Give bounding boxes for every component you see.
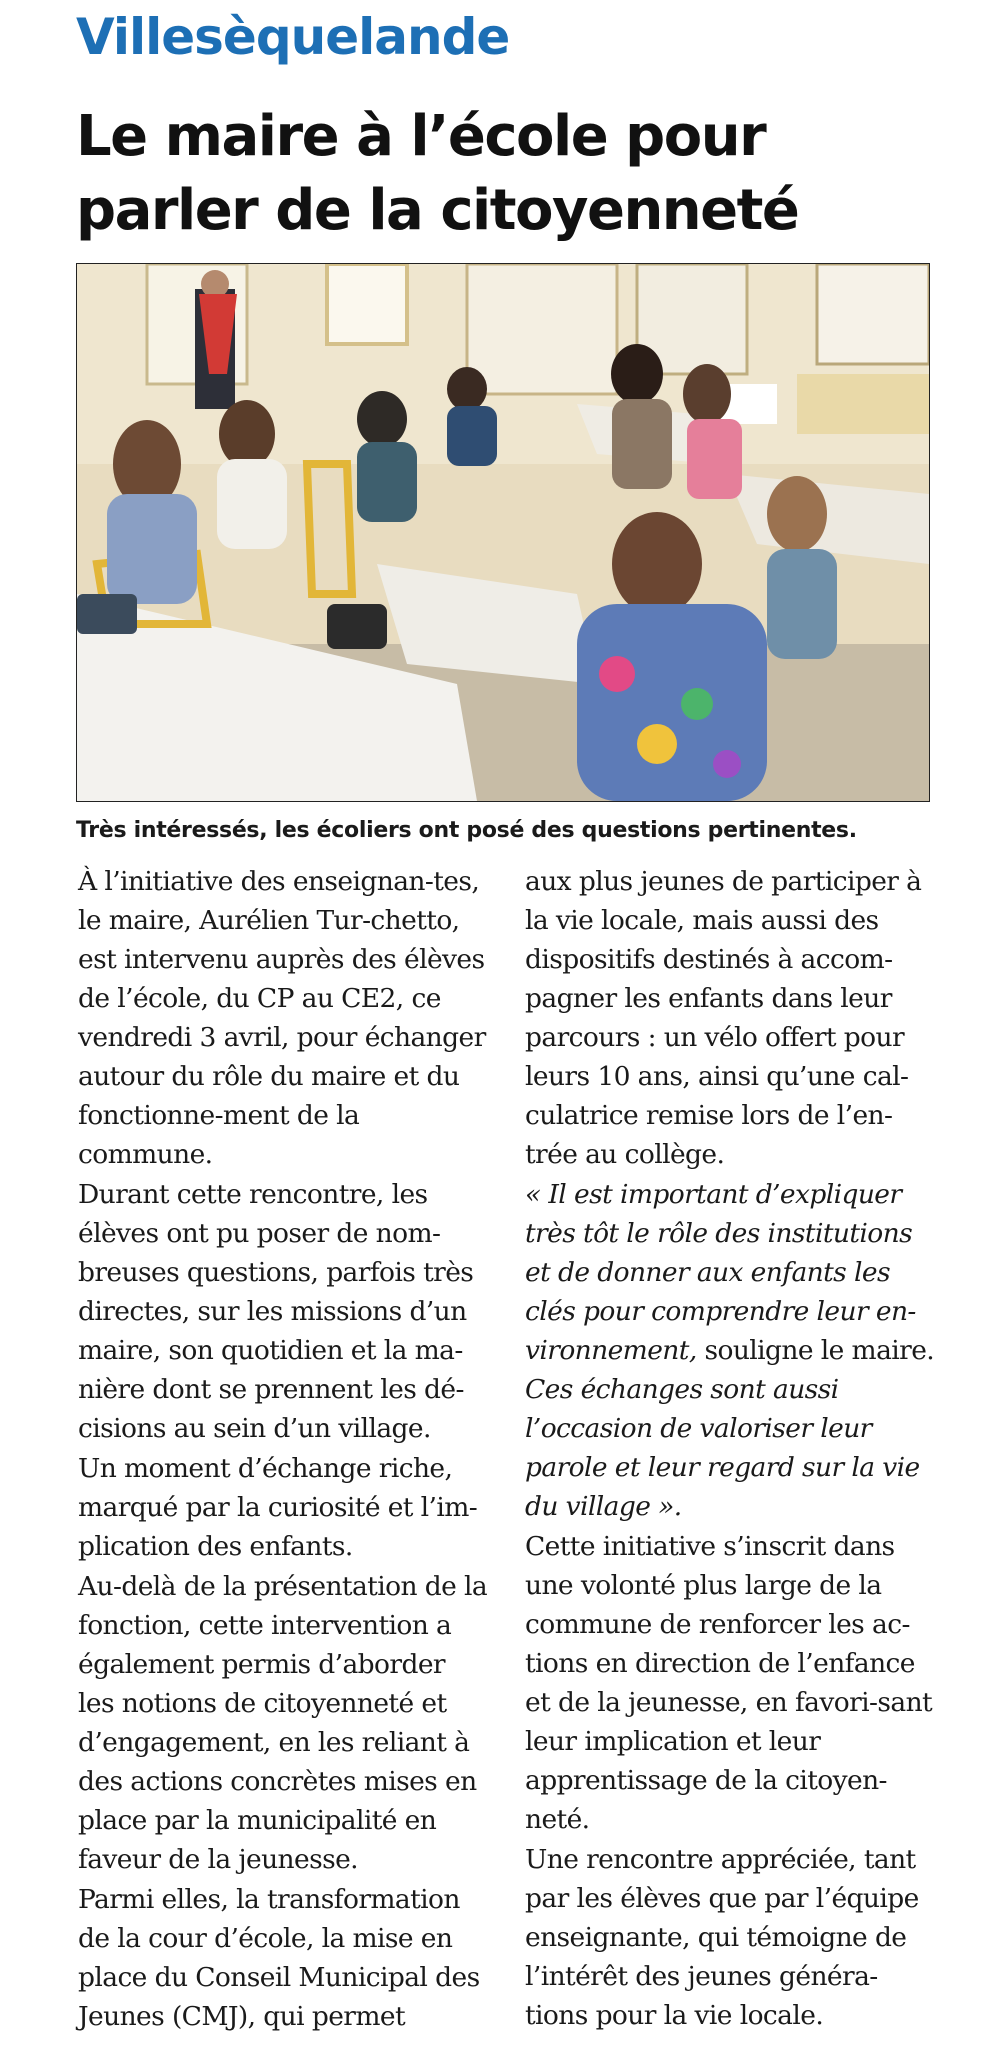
classroom-photo-icon: [77, 264, 929, 801]
headline-line-2: parler de la citoyenneté: [76, 178, 799, 243]
paragraph-4: Au-delà de la présentation de la fonction, cette intervention a également permis d’aborder les notions de citoyenneté et d’engagement, en les reliant à des actions concrètes mises en place par la municipalité en faveur de la jeunesse.: [78, 1571, 488, 1875]
mayor-quote-part-1: « Il est important d’expliquer très tôt le rôle des institutions et de donner aux enfants les clés pour comprendre leur en-vironnement,: [525, 1179, 916, 1366]
paragraph-3: Un moment d’échange riche, marqué par la curiosité et l’im-plication des enfants.: [78, 1453, 478, 1562]
photo-caption: Très intéressés, les écoliers ont posé des questions pertinentes.: [76, 818, 857, 843]
article-column-left: [78, 862, 488, 2037]
paragraph-1: À l’initiative des enseignan-tes, le maire, Aurélien Tur-chetto, est intervenu auprès des élèves de l’école, du CP au CE2, ce vendredi 3 avril, pour échanger autour du rôle du maire et du fonctionne-ment de la commune.: [78, 866, 486, 1170]
paragraph-6: aux plus jeunes de participer à la vie locale, mais aussi des dispositifs destinés à accom-pagner les enfants dans leur parcours : un vélo offert pour leurs 10 ans, ainsi qu’une cal-culatrice remise lors de l’en-trée au collège.: [525, 866, 922, 1170]
paragraph-8: Une rencontre appréciée, tant par les élèves que par l’équipe enseignante, qui témoigne de l’intérêt des jeunes généra-tions pour la vie locale.: [525, 1844, 919, 2031]
article-kicker: Villesèquelande: [76, 8, 510, 66]
mayor-quote-part-2: Ces échanges sont aussi l’occasion de valoriser leur parole et leur regard sur la vie du village ».: [525, 1374, 920, 1522]
paragraph-7: Cette initiative s’inscrit dans une volonté plus large de la commune de renforcer les ac-tions en direction de l’enfance et de la jeunesse, en favori-sant leur implication et leur apprentissage de la citoyen-neté.: [525, 1531, 933, 1835]
classroom-photo: [76, 263, 930, 802]
article-headline: [76, 100, 976, 248]
quote-paragraph: [525, 1175, 935, 1526]
paragraph-5: Parmi elles, la transformation de la cour d’école, la mise en place du Conseil Municipal des Jeunes (CMJ), qui permet: [78, 1884, 480, 2032]
quote-attribution: souligne le maire.: [696, 1335, 935, 1366]
headline-line-1: Le maire à l’école pour: [76, 104, 766, 169]
article-column-right: [525, 862, 935, 2036]
paragraph-2: Durant cette rencontre, les élèves ont pu poser de nom-breuses questions, parfois très directes, sur les missions d’un maire, son quotidien et la ma-nière dont se prennent les dé-cisions au sein d’un village.: [78, 1179, 474, 1444]
